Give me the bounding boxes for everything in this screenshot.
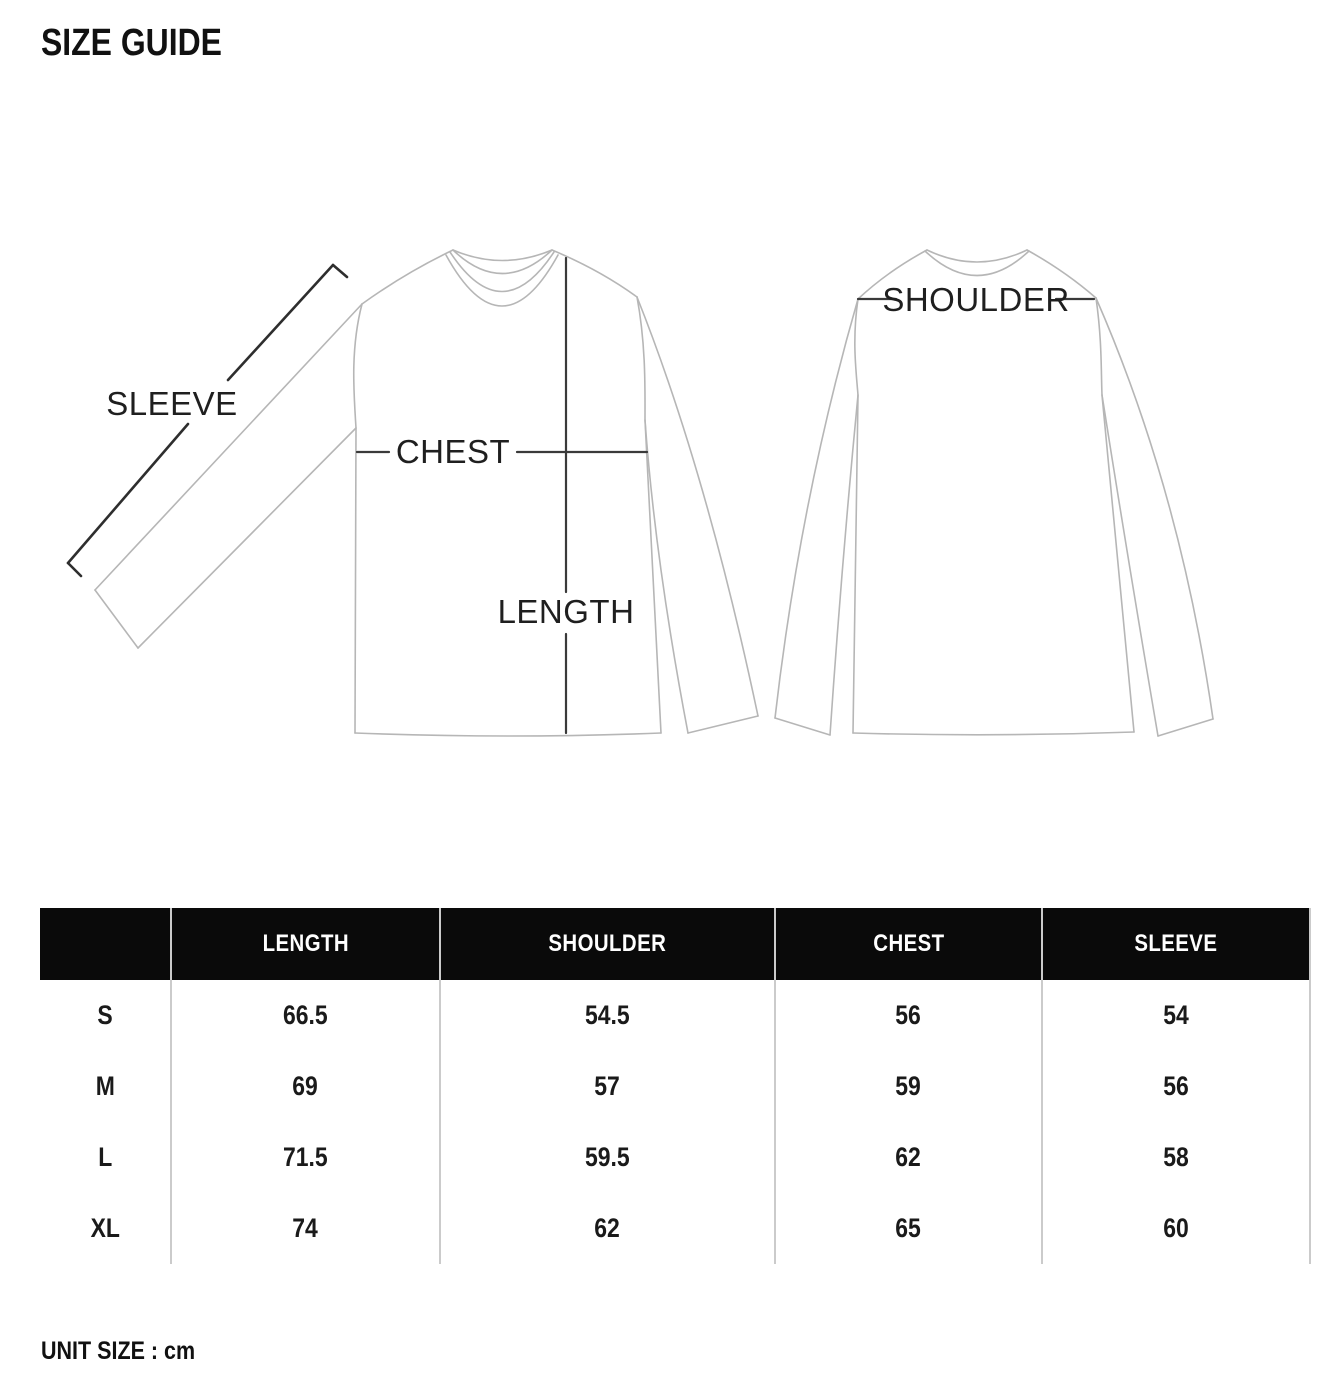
cell-chest: 62 [776,1122,1043,1193]
shoulder-label: SHOULDER [882,281,1070,318]
cell-shoulder: 54.5 [441,980,776,1051]
cell-length: 74 [172,1193,441,1264]
header-cell-size [40,908,172,980]
cell-size: XL [40,1193,172,1264]
cell-sleeve: 54 [1043,980,1311,1051]
chest-label: CHEST [395,433,511,470]
back-shirt-drawing [775,250,1213,736]
cell-sleeve: 58 [1043,1122,1311,1193]
header-cell-shoulder: SHOULDER [441,908,776,980]
front-shirt-drawing [95,250,758,736]
cell-shoulder: 59.5 [441,1122,776,1193]
cell-sleeve: 56 [1043,1051,1311,1122]
header-cell-length: LENGTH [172,908,441,980]
table-row-m [40,1051,1311,1122]
table-row-xl [40,1193,1311,1264]
cell-size: M [40,1051,172,1122]
page-title: SIZE GUIDE [41,22,222,64]
cell-size: S [40,980,172,1051]
cell-length: 66.5 [172,980,441,1051]
header-cell-sleeve: SLEEVE [1043,908,1311,980]
size-table-header-row [40,908,1311,980]
cell-shoulder: 62 [441,1193,776,1264]
unit-size-note: UNIT SIZE : cm [41,1337,196,1365]
cell-size: L [40,1122,172,1193]
cell-chest: 65 [776,1193,1043,1264]
cell-chest: 59 [776,1051,1043,1122]
table-row-l [40,1122,1311,1193]
header-cell-chest: CHEST [776,908,1043,980]
size-table [40,908,1311,1264]
length-label: LENGTH [497,593,635,630]
cell-length: 69 [172,1051,441,1122]
cell-chest: 56 [776,980,1043,1051]
cell-length: 71.5 [172,1122,441,1193]
cell-sleeve: 60 [1043,1193,1311,1264]
cell-shoulder: 57 [441,1051,776,1122]
sleeve-label: SLEEVE [106,385,238,422]
table-row-s [40,980,1311,1051]
